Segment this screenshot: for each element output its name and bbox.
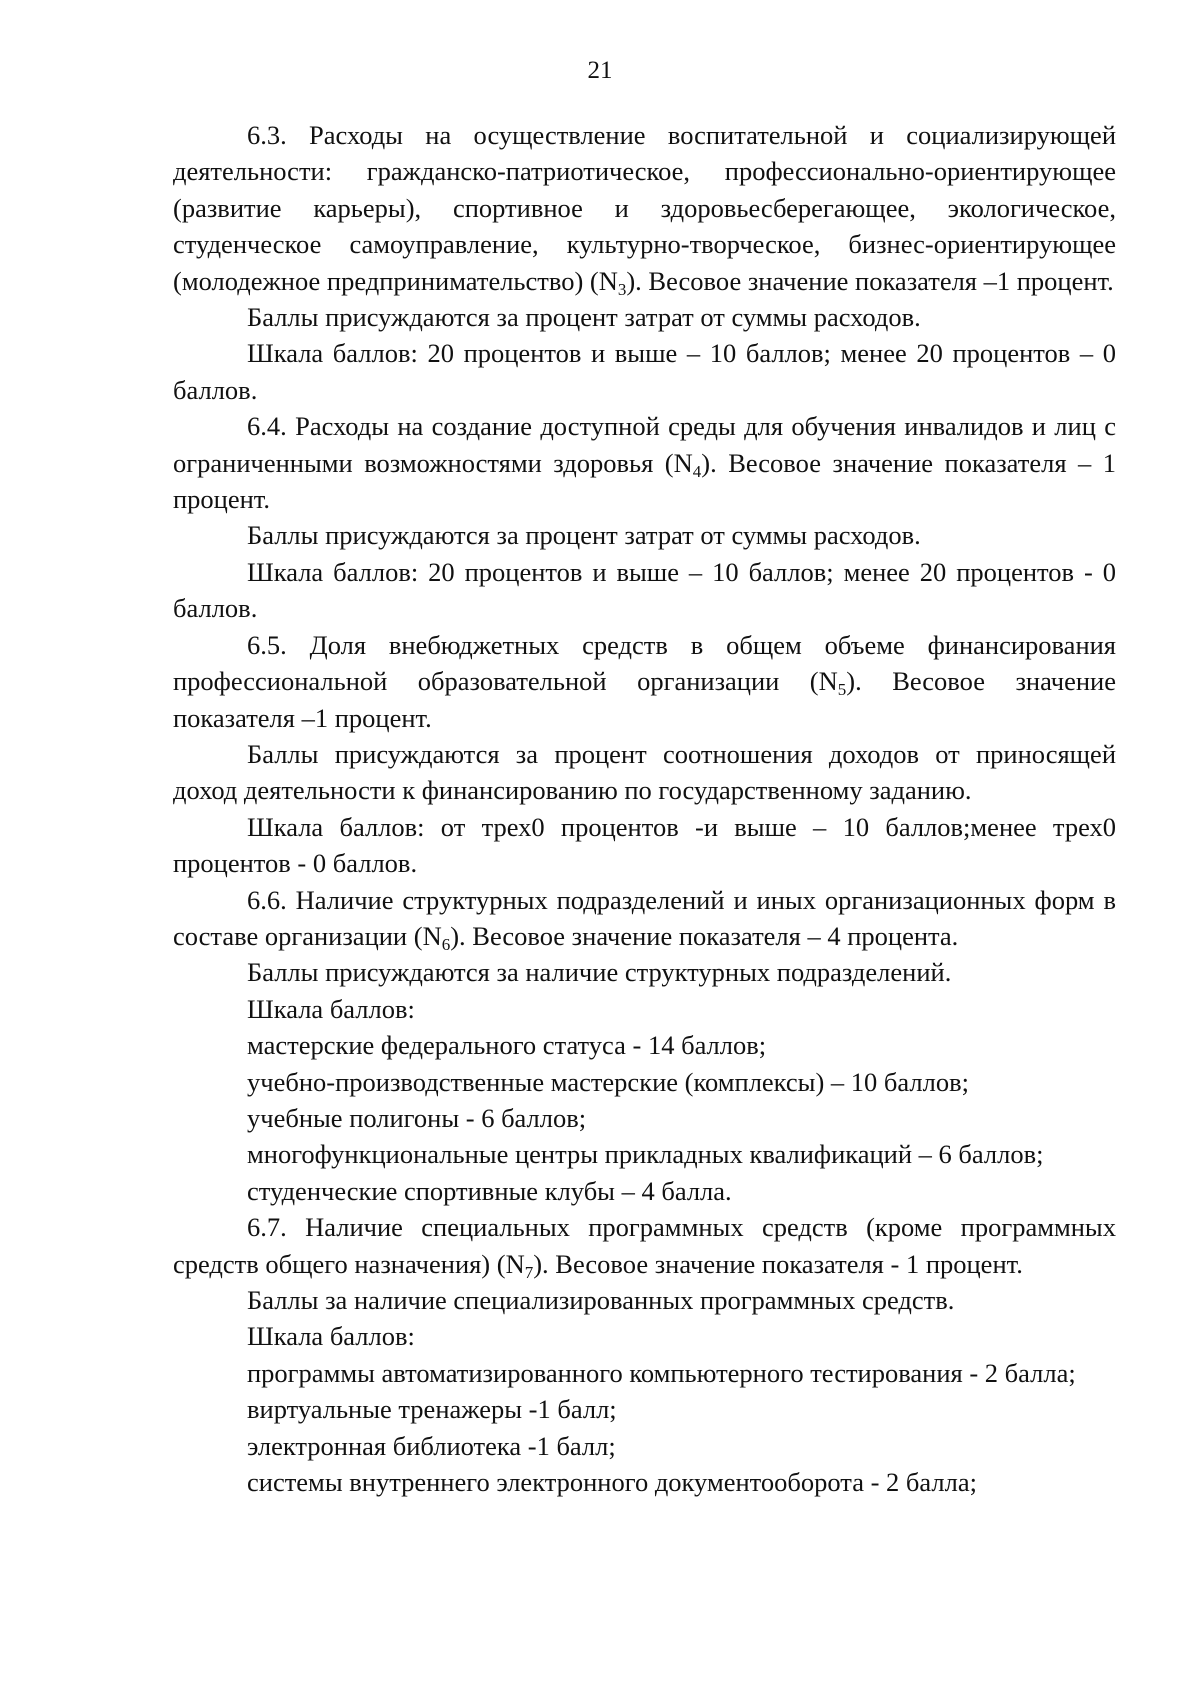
list-item: программы автоматизированного компьютерного тестирования - 2 балла; [247, 1357, 1076, 1388]
list-item: мастерские федерального статуса - 14 баллов; [247, 1030, 767, 1061]
paragraph-6-4: 6.4. Расходы на создание доступной среды для обучения инвалидов и лиц с ограниченными возможностями здоровья $(N_4)$. Весовое значение показателя – 1 процент. [173, 411, 1116, 515]
subscript-4: 4 [692, 461, 702, 481]
paragraph-6-6: 6.6. Наличие структурных подразделений и иных организационных форм в составе организации $(N_6)$. Весовое значение показателя – 4 процента. [173, 884, 1116, 954]
paragraph-6-7: 6.7. Наличие специальных программных средств (кроме программных средств общего назначения) $(N_7)$. Весовое значение показателя - 1 процент. [173, 1212, 1116, 1282]
points-6-6: Баллы присуждаются за наличие структурных подразделений. [247, 957, 952, 988]
scale-6-3: Шкала баллов: 20 процентов и выше – 10 баллов; менее 20 процентов – 0 баллов. [173, 338, 1116, 405]
list-item: учебно-производственные мастерские (комплексы) – 10 баллов; [247, 1066, 969, 1097]
document-body [173, 117, 1116, 1500]
subscript-5: 5 [837, 680, 847, 700]
points-6-5: Баллы присуждаются за процент соотношения доходов от приносящей доход деятельности к финансированию по государственному заданию. [173, 738, 1116, 806]
subscript-6: 6 [441, 934, 451, 954]
scale-6-5: Шкала баллов: от трех0 процентов -и выше – 10 баллов;менее трех0 процентов - 0 баллов. [173, 811, 1116, 879]
subscript-3: 3 [617, 279, 627, 299]
subscript-7: 7 [524, 1262, 534, 1282]
list-item: системы внутреннего электронного документооборота - 2 балла; [247, 1467, 977, 1498]
list-item: студенческие спортивные клубы – 4 балла. [247, 1175, 732, 1206]
scale-label-6-7: Шкала баллов: [247, 1321, 415, 1352]
points-6-3: Баллы присуждаются за процент затрат от суммы расходов. [247, 302, 921, 333]
page-number: 21 [587, 57, 613, 84]
paragraph-6-5: 6.5. Доля внебюджетных средств в общем объеме финансирования профессиональной образовательной организации $(N_5)$. Весовое значение показателя –1 процент. [173, 629, 1117, 733]
list-item: электронная библиотека -1 балл; [247, 1430, 616, 1461]
list-item: виртуальные тренажеры -1 балл; [247, 1394, 617, 1425]
scale-label-6-6: Шкала баллов: [247, 993, 415, 1024]
scale-6-4: Шкала баллов: 20 процентов и выше – 10 баллов; менее 20 процентов - 0 баллов. [173, 556, 1116, 624]
points-6-4: Баллы присуждаются за процент затрат от суммы расходов. [247, 520, 921, 551]
points-6-7: Баллы за наличие специализированных программных средств. [247, 1285, 955, 1315]
paragraph-6-3: 6.3. Расходы на осуществление воспитательной и социализирующей деятельности: гражданско-патриотическое, профессионально-ориентирующее (развитие карьеры), спортивное и здоровьесберегающее, экологическое, студенческое самоуправление, культурно-творческое, бизнес-ориентирующее (молодежное предпринимательство) $(N_3)$. Весовое значение показателя –1 процент. [173, 120, 1116, 299]
list-item: многофункциональные центры прикладных квалификаций – 6 баллов; [247, 1139, 1044, 1170]
list-item: учебные полигоны - 6 баллов; [247, 1102, 587, 1133]
